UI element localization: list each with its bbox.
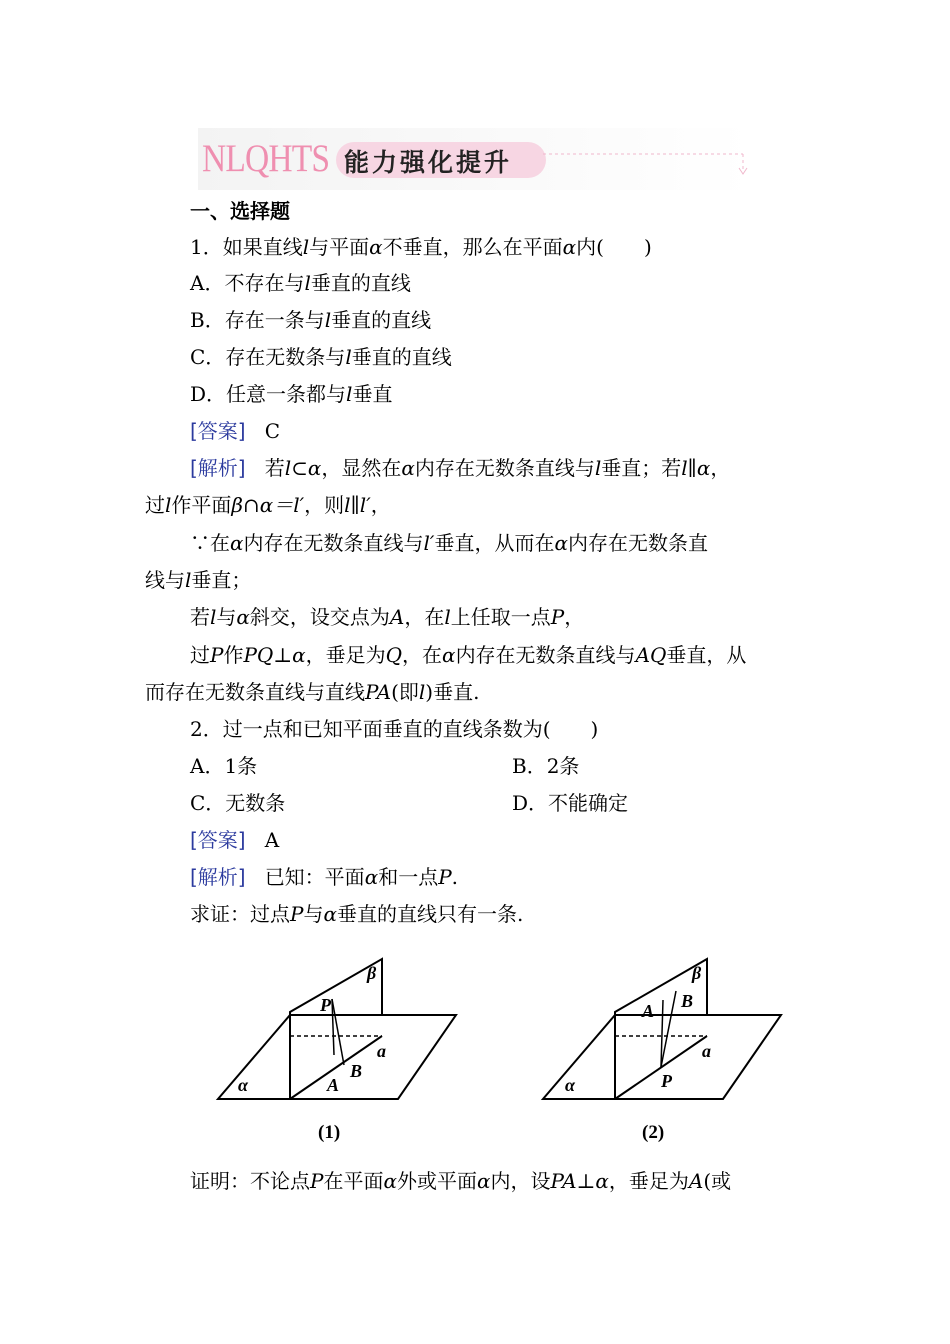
q1-analysis-line1: [解析] 若l⊂α，显然在α内存在无数条直线与l垂直；若l∥α， [190,456,731,480]
fig1-label-beta: β [367,963,377,983]
fig2-label-P: P [661,1071,672,1091]
q2-option-c: C．无数条 [190,791,286,815]
q2-prove-statement: 求证：过点P与α垂直的直线只有一条. [190,902,524,926]
fig1-label-B: B [350,1061,363,1081]
fig2-label-B: B [681,991,694,1011]
q2-option-a: A．1条 [190,754,258,778]
section-heading: 一、选择题 [190,199,290,223]
fig2-label-a: a [702,1041,711,1061]
q1-analysis-line6: 过P作PQ⊥α，垂足为Q，在α内存在无数条直线与AQ垂直，从 [190,643,747,667]
q1-analysis-line5: 若l与α斜交，设交点为A，在l上任取一点P， [190,605,585,629]
q1-analysis-line7: 而存在无数条直线与直线PA(即l)垂直. [145,680,480,704]
q1-analysis-line2: 过l作平面β∩α＝l′，则l∥l′， [145,493,391,517]
q2-stem: 2．过一点和已知平面垂直的直线条数为( ) [190,717,599,741]
q1-analysis-line3: ∵在α内存在无数条直线与l′垂直，从而在α内存在无数条直 [190,531,708,555]
q1-stem: 1．如果直线l与平面α不垂直，那么在平面α内( ) [190,235,652,259]
fig2-label-A: A [642,1001,655,1021]
q2-option-d: D．不能确定 [512,791,629,815]
banner-title: 能力强化提升 [344,148,513,177]
q2-proof-line: 证明：不论点P在平面α外或平面α内，设PA⊥α，垂足为A(或 [190,1169,732,1193]
q1-answer: [答案] C [190,419,280,443]
banner-logo: NLQHTS [202,137,330,180]
fig1-label-alpha: α [238,1075,248,1095]
q2-analysis: [解析] 已知：平面α和一点P. [190,865,459,889]
q1-option-a: A．不存在与l垂直的直线 [190,271,411,295]
fig1-label-P: P [320,995,331,1015]
q2-option-b: B．2条 [512,754,580,778]
fig2-caption: (2) [642,1122,665,1143]
fig1-label-A: A [327,1075,340,1095]
fig2-label-alpha: α [565,1075,575,1095]
fig1-caption: (1) [318,1122,341,1143]
fig2-label-beta: β [692,963,702,983]
q1-option-d: D．任意一条都与l垂直 [190,382,393,406]
q1-option-c: C．存在无数条与l垂直的直线 [190,345,452,369]
q1-analysis-line4: 线与l垂直； [145,568,252,592]
figure-2-diagram [535,945,795,1115]
fig1-label-a: a [377,1041,386,1061]
q1-option-b: B．存在一条与l垂直的直线 [190,308,432,332]
q2-answer: [答案] A [190,828,280,852]
figure-1-diagram [210,945,470,1115]
section-banner [198,128,753,190]
